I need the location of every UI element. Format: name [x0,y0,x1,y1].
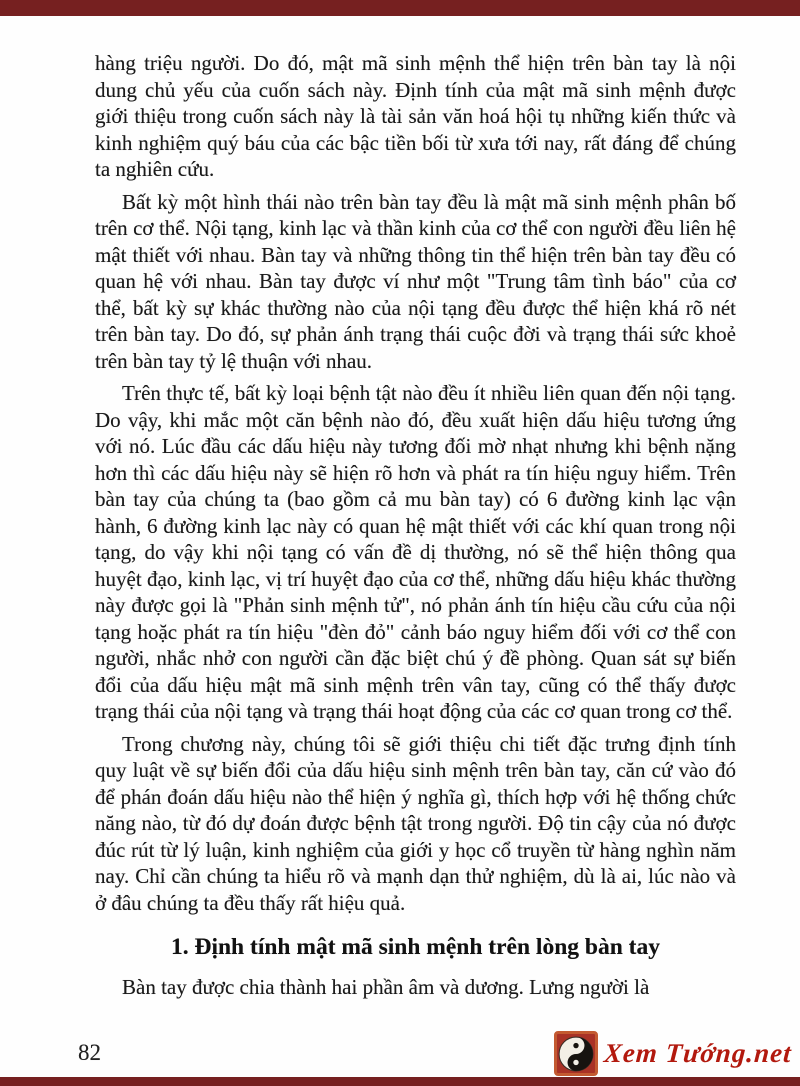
paragraph: Bàn tay được chia thành hai phần âm và dương. Lưng người là [122,975,650,999]
paragraph: Bất kỳ một hình thái nào trên bàn tay đều là mật mã sinh mệnh phân bố trên cơ thể. Nội tạng, kinh lạc và thần kinh của cơ thể con người đều liên hệ mật thiết với nhau. Bàn tay và những thông tin thể hiện trên bàn tay đều có quan hệ với nhau. Bàn tay được ví như một "Trung tâm tình báo" của cơ thể, bất kỳ sự khác thường nào của nội tạng đều được thể hiện khá rõ nét trên bàn tay. Do đó, sự phản ánh trạng thái cuộc đời và trạng thái sức khoẻ trên bàn tay tỷ lệ thuận với nhau. [95,189,736,373]
page-number: 82 [78,1040,101,1065]
paragraph: Trên thực tế, bất kỳ loại bệnh tật nào đều ít nhiều liên quan đến nội tạng. Do vậy, khi mắc một căn bệnh nào đó, đều xuất hiện dấu hiệu tương ứng với nó. Lúc đầu các dấu hiệu này tương đối mờ nhạt nhưng khi bệnh nặng hơn thì các dấu hiệu này sẽ hiện rõ hơn và phát ra tín hiệu nguy hiểm. Trên bàn tay của chúng ta (bao gồm cả mu bàn tay) có 6 đường kinh lạc vận hành, 6 đường kinh lạc này có quan hệ mật thiết với các khí quan trong nội tạng, do vậy khi nội tạng có vấn đề dị thường, nó sẽ thể hiện thông qua huyệt đạo, kinh lạc, vị trí huyệt đạo của cơ thể, những dấu hiệu khác thường này được gọi là "Phản sinh mệnh tử", nó phản ánh tín hiệu cầu cứu của nội tạng hoặc phát ra tín hiệu "đèn đỏ" cảnh báo nguy hiểm đối với cơ thể con người, nhắc nhở con người cần đặc biệt chú ý đề phòng. Quan sát sự biến đổi của dấu hiệu mật mã sinh mệnh trên vân tay, cũng có thể thấy được trạng thái của nội tạng và trạng thái hoạt động của các cơ quan trong cơ thể. [95,381,736,723]
top-border-bar [0,0,800,16]
yin-yang-icon [554,1031,598,1076]
paragraph: Trong chương này, chúng tôi sẽ giới thiệu chi tiết đặc trưng định tính quy luật về sự biến đổi của dấu hiệu sinh mệnh trên bàn tay, căn cứ vào đó để phán đoán dấu hiệu nào thể hiện ý nghĩa gì, thích hợp với hệ thống chức năng nào, từ đó dự đoán được bệnh tật trong người. Độ tin cậy của nó được đúc rút từ lý luận, kinh nghiệm của giới y học cổ truyền từ hàng nghìn năm nay. Chỉ cần chúng ta hiểu rõ và mạnh dạn thử nghiệm, dù là ai, lúc nào và ở đâu chúng ta đều thấy rất hiệu quả. [95,731,736,915]
paragraph: hàng triệu người. Do đó, mật mã sinh mệnh thể hiện trên bàn tay là nội dung chủ yếu của cuốn sách này. Định tính của mật mã sinh mệnh được giới thiệu trong cuốn sách này là tài sản văn hoá hội tụ những kiến thức và kinh nghiệm quý báu của các bậc tiền bối từ xưa tới nay, rất đáng để chúng ta nghiên cứu. [95,51,736,181]
watermark-text: Xem Tướng.net [603,1038,794,1068]
watermark-link[interactable] [554,1031,792,1076]
section-heading: 1. Định tính mật mã sinh mệnh trên lòng bàn tay [170,934,660,960]
page-content [95,50,736,1001]
bottom-border-bar [0,1077,800,1086]
